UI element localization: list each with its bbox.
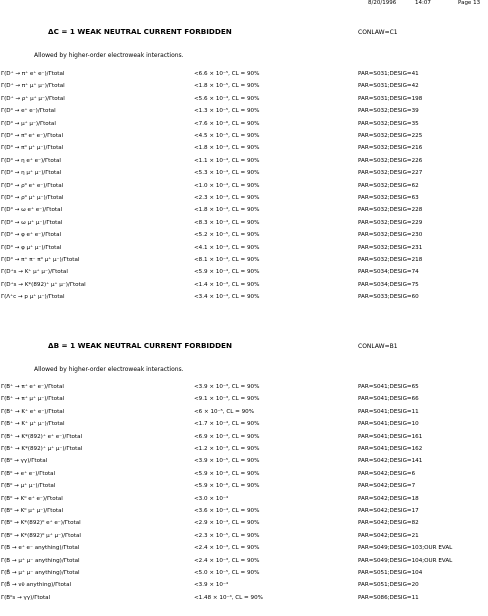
particle-code: PAR=S041;DESIG=11 xyxy=(358,408,419,415)
branching-limit: <1.0 × 10⁻⁴, CL = 90% xyxy=(194,182,260,189)
decay-process: Γ(B̄ → μ⁺ μ⁻ anything)/Γtotal xyxy=(1,570,80,576)
table-row xyxy=(0,508,488,520)
decay-process: Γ(D⁰ → ω e⁺ e⁻)/Γtotal xyxy=(1,207,63,214)
table-row xyxy=(0,384,488,396)
branching-limit: <8.3 × 10⁻⁴, CL = 90% xyxy=(194,219,260,226)
particle-code: PAR=S041;DESIG=161 xyxy=(358,433,423,440)
decay-process: Γ(D⁰ → ρ⁰ μ⁺ μ⁻)/Γtotal xyxy=(1,195,64,201)
table-row xyxy=(0,409,488,421)
decay-process: Γ(D⁺s → K⁺ μ⁺ μ⁻)/Γtotal xyxy=(1,269,68,276)
table-row xyxy=(0,71,488,83)
decay-process: Γ(Λ⁺c → p μ⁺ μ⁻)/Γtotal xyxy=(1,294,65,301)
table-row xyxy=(0,496,488,508)
decay-process: Γ(D⁺ → π⁺ μ⁺ μ⁻)/Γtotal xyxy=(1,83,65,90)
particle-code: PAR=S032;DESIG=231 xyxy=(358,244,423,251)
table-row xyxy=(0,446,488,458)
decay-process: Γ(B⁺ → π⁺ μ⁺ μ⁻)/Γtotal xyxy=(1,396,65,403)
particle-code: PAR=S032;DESIG=218 xyxy=(358,257,423,263)
branching-limit: <6.6 × 10⁻⁵, CL = 90% xyxy=(194,71,260,77)
decay-process: Γ(B⁰ → K*(892)⁰ μ⁺ μ⁻)/Γtotal xyxy=(1,532,81,539)
table-row xyxy=(0,458,488,470)
branching-limit: <1.8 × 10⁻⁴, CL = 90% xyxy=(194,145,260,152)
decay-process: Γ(D⁰ → ω μ⁺ μ⁻)/Γtotal xyxy=(1,219,63,226)
particle-code: PAR=S032;DESIG=39 xyxy=(358,108,419,115)
decay-process: Γ(D⁰ → μ⁺ μ⁻)/Γtotal xyxy=(1,120,56,127)
branching-limit: <2.4 × 10⁻³, CL = 90% xyxy=(194,545,260,552)
decay-process: Γ(D⁰ → φ e⁺ e⁻)/Γtotal xyxy=(1,232,62,239)
branching-limit: <5.9 × 10⁻⁶, CL = 90% xyxy=(194,470,260,477)
table-row xyxy=(0,170,488,182)
decay-process: Γ(B⁰ → γγ)/Γtotal xyxy=(1,458,48,465)
branching-limit: <6 × 10⁻⁵, CL = 90% xyxy=(194,408,255,415)
decay-process: Γ(B⁺ → π⁺ e⁺ e⁻)/Γtotal xyxy=(1,384,64,390)
decay-process: Γ(B → μ⁺ μ⁻ anything)/Γtotal xyxy=(1,557,80,564)
branching-limit: <2.3 × 10⁻⁴, CL = 90% xyxy=(194,195,260,201)
table-row xyxy=(0,545,488,557)
table-row xyxy=(0,282,488,294)
particle-code: PAR=S041;DESIG=65 xyxy=(358,384,419,390)
decay-process: Γ(D⁰ → π⁰ μ⁺ μ⁻)/Γtotal xyxy=(1,145,64,152)
particle-code: PAR=S049;DESIG=103;OUR EVAL xyxy=(358,545,453,552)
table-row xyxy=(0,396,488,408)
decay-process: Γ(D⁺s → K*(892)⁺ μ⁺ μ⁻)/Γtotal xyxy=(1,281,86,288)
header-page: Page 13 xyxy=(458,0,481,6)
branching-limit: <1.48 × 10⁻⁴, CL = 90% xyxy=(194,594,263,601)
particle-code: PAR=S032;DESIG=216 xyxy=(358,145,423,152)
branching-limit: <1.1 × 10⁻⁴, CL = 90% xyxy=(194,157,260,164)
branching-limit: <3.9 × 10⁻⁴ xyxy=(194,582,229,589)
decay-process: Γ(B⁺ → K*(892)⁺ μ⁺ μ⁻)/Γtotal xyxy=(1,446,83,452)
branching-limit: <1.8 × 10⁻⁵, CL = 90% xyxy=(194,83,260,90)
particle-code: PAR=S042;DESIG=82 xyxy=(358,520,419,527)
decay-process: Γ(D⁰ → η e⁺ e⁻)/Γtotal xyxy=(1,157,61,164)
decay-process: Γ(B⁰ → e⁺ e⁻)/Γtotal xyxy=(1,470,56,477)
decay-process: Γ(B → e⁺ e⁻ anything)/Γtotal xyxy=(1,545,80,552)
decay-process: Γ(B⁰ → K⁰ e⁺ e⁻)/Γtotal xyxy=(1,495,63,502)
branching-limit: <5.0 × 10⁻⁵, CL = 90% xyxy=(194,570,260,576)
branching-limit: <5.2 × 10⁻⁵, CL = 90% xyxy=(194,232,260,239)
branching-limit: <5.6 × 10⁻⁴, CL = 90% xyxy=(194,95,260,102)
decay-process: Γ(B⁺ → K⁺ e⁺ e⁻)/Γtotal xyxy=(1,408,65,415)
particle-code: PAR=S032;DESIG=228 xyxy=(358,207,423,214)
particle-code: PAR=S042;DESIG=21 xyxy=(358,532,419,539)
particle-code: PAR=S032;DESIG=226 xyxy=(358,157,423,164)
particle-code: PAR=S032;DESIG=62 xyxy=(358,182,419,189)
branching-limit: <2.3 × 10⁻⁵, CL = 90% xyxy=(194,532,260,539)
branching-limit: <3.0 × 10⁻⁴ xyxy=(194,495,229,502)
branching-limit: <8.1 × 10⁻⁴, CL = 90% xyxy=(194,257,260,263)
table-row xyxy=(0,558,488,570)
decay-process: Γ(B⁰ → K*(892)⁰ e⁺ e⁻)/Γtotal xyxy=(1,520,81,527)
branching-limit: <3.9 × 10⁻⁵, CL = 90% xyxy=(194,458,260,465)
decay-process: Γ(D⁰ → ρ⁰ e⁺ e⁻)/Γtotal xyxy=(1,182,64,189)
table-row xyxy=(0,269,488,281)
table-row xyxy=(0,133,488,145)
table-row xyxy=(0,220,488,232)
table-row xyxy=(0,183,488,195)
branching-limit: <4.1 × 10⁻⁴, CL = 90% xyxy=(194,244,260,251)
particle-code: PAR=S042;DESIG=141 xyxy=(358,458,423,465)
table-row xyxy=(0,294,488,306)
particle-code: PAR=S034;DESIG=74 xyxy=(358,269,419,276)
particle-code: PAR=S032;DESIG=229 xyxy=(358,219,423,226)
decay-process: Γ(B⁰ → μ⁺ μ⁻)/Γtotal xyxy=(1,483,56,490)
branching-limit: <3.4 × 10⁻⁴, CL = 90% xyxy=(194,294,260,301)
particle-code: PAR=S032;DESIG=63 xyxy=(358,195,419,201)
decay-process: Γ(D⁰ → π⁰ e⁺ e⁻)/Γtotal xyxy=(1,133,64,139)
particle-code: PAR=S041;DESIG=66 xyxy=(358,396,419,403)
branching-limit: <4.5 × 10⁻⁵, CL = 90% xyxy=(194,133,260,139)
particle-code: PAR=S042;DESIG=6 xyxy=(358,470,416,477)
header-date: 8/20/1996 xyxy=(368,0,397,6)
table-row xyxy=(0,145,488,157)
decay-process: Γ(D⁺ → π⁺ e⁺ e⁻)/Γtotal xyxy=(1,71,65,77)
branching-limit: <3.6 × 10⁻⁴, CL = 90% xyxy=(194,508,260,514)
branching-limit: <5.9 × 10⁻⁶, CL = 90% xyxy=(194,483,260,490)
decay-process: Γ(D⁰ → π⁺ π⁻ π⁰ μ⁺ μ⁻)/Γtotal xyxy=(1,257,80,263)
decay-process: Γ(B̄ → νν̄ anything)/Γtotal xyxy=(1,582,72,589)
branching-limit: <2.9 × 10⁻⁴, CL = 90% xyxy=(194,520,260,527)
table-row xyxy=(0,108,488,120)
particle-code: PAR=S031;DESIG=42 xyxy=(358,83,419,90)
particle-code: PAR=S041;DESIG=162 xyxy=(358,446,423,452)
particle-code: PAR=S051;DESIG=104 xyxy=(358,570,423,576)
branching-limit: <7.6 × 10⁻⁶, CL = 90% xyxy=(194,120,260,127)
particle-code: PAR=S031;DESIG=41 xyxy=(358,71,419,77)
table-row xyxy=(0,471,488,483)
particle-code: PAR=S034;DESIG=75 xyxy=(358,281,419,288)
table-row xyxy=(0,533,488,545)
table-row xyxy=(0,232,488,244)
table-row xyxy=(0,121,488,133)
decay-process: Γ(D⁺ → ρ⁺ μ⁺ μ⁻)/Γtotal xyxy=(1,95,65,102)
particle-code: PAR=S042;DESIG=17 xyxy=(358,508,419,514)
decay-process: Γ(B⁰ → K⁰ μ⁺ μ⁻)/Γtotal xyxy=(1,508,64,514)
table-row xyxy=(0,257,488,269)
particle-code: PAR=S031;DESIG=198 xyxy=(358,95,423,102)
table-row xyxy=(0,421,488,433)
section-title: ΔC = 1 WEAK NEUTRAL CURRENT FORBIDDEN xyxy=(48,27,232,36)
header-time: 14:07 xyxy=(415,0,431,6)
section-title: ΔB = 1 WEAK NEUTRAL CURRENT FORBIDDEN xyxy=(48,341,232,350)
branching-limit: <9.1 × 10⁻³, CL = 90% xyxy=(194,396,260,403)
particle-code: PAR=S033;DESIG=60 xyxy=(358,294,419,301)
decay-process: Γ(B⁰s → γγ)/Γtotal xyxy=(1,594,51,601)
decay-process: Γ(D⁰ → φ μ⁺ μ⁻)/Γtotal xyxy=(1,244,62,251)
branching-limit: <1.8 × 10⁻⁴, CL = 90% xyxy=(194,207,260,214)
branching-limit: <3.9 × 10⁻³, CL = 90% xyxy=(194,384,260,390)
particle-code: PAR=S032;DESIG=225 xyxy=(358,133,423,139)
decay-process: Γ(D⁰ → η μ⁺ μ⁻)/Γtotal xyxy=(1,170,62,177)
branching-limit: <5.9 × 10⁻⁴, CL = 90% xyxy=(194,269,260,276)
branching-limit: <5.3 × 10⁻⁴, CL = 90% xyxy=(194,170,260,177)
table-row xyxy=(0,570,488,582)
table-row xyxy=(0,158,488,170)
table-row xyxy=(0,595,488,607)
section-code: CONLAW=C1 xyxy=(358,29,398,36)
decay-process: Γ(B⁺ → K*(892)⁺ e⁺ e⁻)/Γtotal xyxy=(1,433,83,440)
particle-code: PAR=S042;DESIG=18 xyxy=(358,495,419,502)
particle-code: PAR=S049;DESIG=104;OUR EVAL xyxy=(358,557,453,564)
particle-code: PAR=S086;DESIG=11 xyxy=(358,594,419,601)
decay-process: Γ(D⁰ → e⁺ e⁻)/Γtotal xyxy=(1,108,56,115)
section-code: CONLAW=B1 xyxy=(358,343,398,350)
particle-code: PAR=S032;DESIG=227 xyxy=(358,170,423,177)
branching-limit: <6.9 × 10⁻⁴, CL = 90% xyxy=(194,433,260,440)
table-row xyxy=(0,83,488,95)
particle-code: PAR=S042;DESIG=7 xyxy=(358,483,416,490)
particle-code: PAR=S051;DESIG=20 xyxy=(358,582,419,589)
branching-limit: <1.7 × 10⁻⁴, CL = 90% xyxy=(194,421,260,428)
branching-limit: <1.2 × 10⁻³, CL = 90% xyxy=(194,446,260,452)
table-row xyxy=(0,245,488,257)
table-row xyxy=(0,207,488,219)
table-row xyxy=(0,434,488,446)
table-row xyxy=(0,520,488,532)
particle-code: PAR=S041;DESIG=10 xyxy=(358,421,419,428)
particle-code: PAR=S032;DESIG=35 xyxy=(358,120,419,127)
table-row xyxy=(0,96,488,108)
section-subtitle: Allowed by higher-order electroweak interactions. xyxy=(34,366,184,373)
table-row xyxy=(0,195,488,207)
branching-limit: <1.3 × 10⁻⁵, CL = 90% xyxy=(194,108,260,115)
table-row xyxy=(0,582,488,594)
branching-limit: <2.4 × 10⁻³, CL = 90% xyxy=(194,557,260,564)
particle-code: PAR=S032;DESIG=230 xyxy=(358,232,423,239)
branching-limit: <1.4 × 10⁻³, CL = 90% xyxy=(194,281,260,288)
decay-process: Γ(B⁺ → K⁺ μ⁺ μ⁻)/Γtotal xyxy=(1,421,65,428)
table-row xyxy=(0,483,488,495)
section-subtitle: Allowed by higher-order electroweak interactions. xyxy=(34,52,184,59)
